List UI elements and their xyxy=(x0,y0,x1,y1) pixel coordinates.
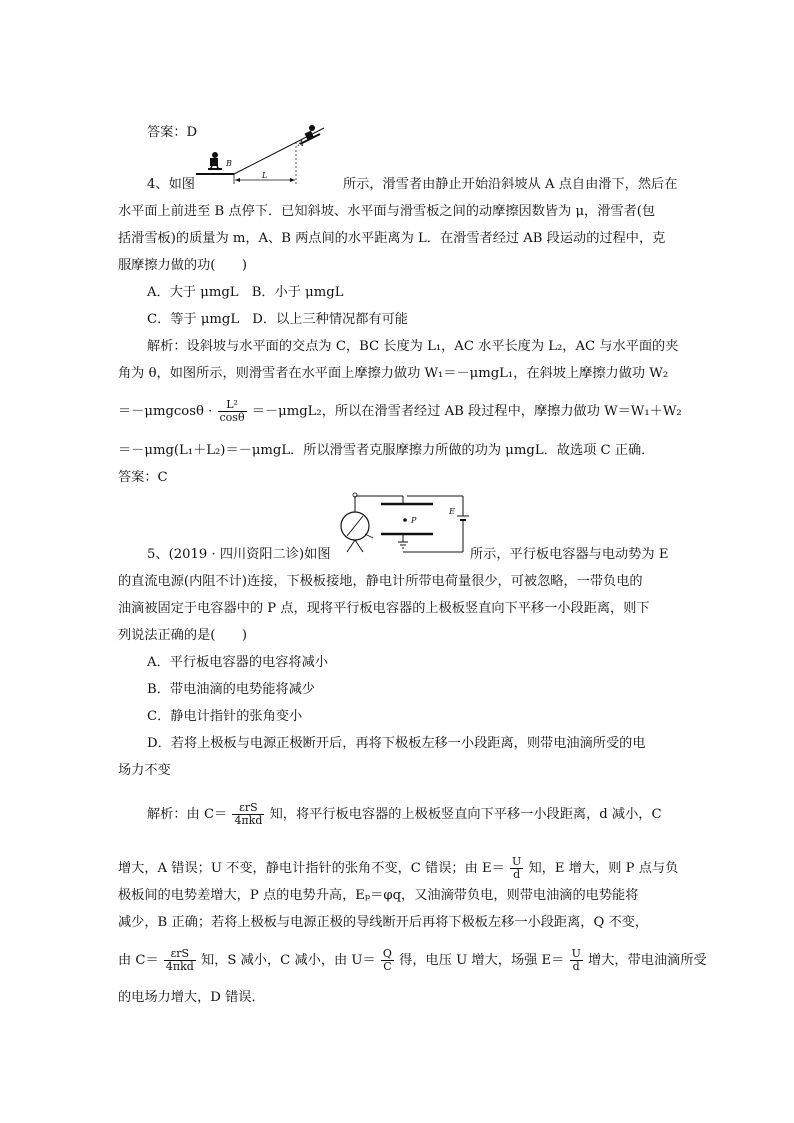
sol4-line3 xyxy=(118,399,682,424)
emf-e-label: E xyxy=(449,507,455,516)
capacitance-fraction-2: $\frac{\text{εrS}}{\text{4πkd}}$ xyxy=(165,947,194,973)
sol5-line6: 的电场力增大，D 错误． xyxy=(118,990,265,1005)
q5-line1: 所示，平行板电容器与电动势为 E xyxy=(470,547,669,562)
sol5-line2-start: 增大，A 错误；U 不变，静电计指针的张角不变，C 错误；由 E＝ xyxy=(118,861,505,876)
field-fraction-2: $\frac{U}{d}$ xyxy=(571,947,581,973)
q5-line4: 列说法正确的是( ) xyxy=(118,628,247,643)
length-l-label: L xyxy=(262,171,268,180)
q4-line3: 括滑雪板)的质量为 m，A、B 两点间的水平距离为 L．在滑雪者经过 AB 段运动的过程中，克 xyxy=(118,231,666,246)
point-b-label: B xyxy=(226,159,232,168)
q5-option-d-line2: 场力不变 xyxy=(118,763,171,778)
answer-top: 答案：D xyxy=(147,125,198,140)
sol5-line5 xyxy=(118,948,707,973)
q4-options-ab: A．大于 μmgL B．小于 μmgL xyxy=(147,285,344,300)
ski-slope-figure xyxy=(196,122,332,186)
sol4-line4: ＝－μmg(L₁＋L₂)＝－μmgL．所以滑雪者克服摩擦力所做的功为 μmgL．故选项 C 正确． xyxy=(118,443,655,458)
q4-line2: 水平面上前进至 B 点停下．已知斜坡、水平面与滑雪板之间的动摩擦因数皆为 μ，滑雪者(包 xyxy=(118,204,656,219)
q5-option-d-line1: D．若将上极板与电源正极断开后，再将下极板左移一小段距离，则带电油滴所受的电 xyxy=(147,736,646,751)
fraction-l2-over-cos: $\frac{\text{L²}}{\cos\theta}$ xyxy=(219,398,245,424)
q5-number: 5、(2019 · 四川资阳二诊)如图 xyxy=(147,547,331,562)
answer-c: 答案：C xyxy=(118,470,168,485)
sol5-line1-start: 解析：由 C＝ xyxy=(147,807,228,822)
sol5-line5-part1: 由 C＝ xyxy=(118,953,159,968)
sol4-line3-end: ＝－μmgL₂，所以在滑雪者经过 AB 段过程中，摩擦力做功 W＝W₁＋W₂ xyxy=(251,404,682,419)
point-p-label: P xyxy=(411,516,417,525)
sol5-line2 xyxy=(118,856,678,881)
sol4-line2: 角为 θ，如图所示，则滑雪者在水平面上摩擦力做功 W₁＝－μmgL₁，在斜坡上摩擦力做功 W₂ xyxy=(118,366,669,381)
sol5-line1-end: 知，将平行板电容器的上极板竖直向下平移一小段距离，d 减小，C xyxy=(269,807,662,822)
q4-line4: 服摩擦力做的功( ) xyxy=(118,258,247,273)
voltage-fraction: $\frac{Q}{C}$ xyxy=(382,947,392,973)
point-a-label: A xyxy=(298,139,304,148)
sol5-line2-end: 知，E 增大，则 P 点与负 xyxy=(528,861,679,876)
skier-bottom-icon xyxy=(208,152,222,170)
q5-line2: 的直流电源(内阻不计)连接，下极板接地，静电计所带电荷量很少，可被忽略，一带负电的 xyxy=(118,574,643,589)
sol5-line3: 极板间的电势差增大，P 点的电势升高，Eₚ＝φq，又油滴带负电，则带电油滴的电势能将 xyxy=(118,888,639,903)
capacitance-fraction: $\frac{\text{εrS}}{\text{4πkd}}$ xyxy=(234,801,263,827)
sol5-line5-part2: 知，S 减小，C 减小，由 U＝ xyxy=(201,953,376,968)
sol5-line5-part4: 增大，带电油滴所受 xyxy=(588,953,707,968)
q4-number: 4、如图 xyxy=(147,177,195,192)
sol4-line3-start: ＝－μmgcosθ · xyxy=(118,404,213,419)
sol4-line1: 解析：设斜坡与水平面的交点为 C，BC 长度为 L₁，AC 水平长度为 L₂，AC 与水平面的夹 xyxy=(147,339,679,354)
sol5-line5-part3: 得，电压 U 增大，场强 E＝ xyxy=(399,953,565,968)
q5-option-a: A．平行板电容器的电容将减小 xyxy=(147,655,328,670)
sol5-line1 xyxy=(147,802,662,827)
sol5-line4: 减少，B 正确；若将上极板与电源正极的导线断开后再将下极板左移一小段距离，Q 不变， xyxy=(118,915,649,930)
q4-line1: 所示，滑雪者由静止开始沿斜坡从 A 点自由滑下，然后在 xyxy=(343,177,678,192)
capacitor-circuit-figure xyxy=(335,490,471,560)
q5-option-b: B．带电油滴的电势能将减少 xyxy=(147,682,315,697)
q5-line3: 油滴被固定于电容器中的 P 点，现将平行板电容器的上极板竖直向下平移一小段距离，则下 xyxy=(118,601,650,616)
q4-options-cd: C．等于 μmgL D．以上三种情况都有可能 xyxy=(147,312,408,327)
q5-option-c: C．静电计指针的张角变小 xyxy=(147,709,303,724)
field-fraction: $\frac{U}{d}$ xyxy=(512,855,522,881)
